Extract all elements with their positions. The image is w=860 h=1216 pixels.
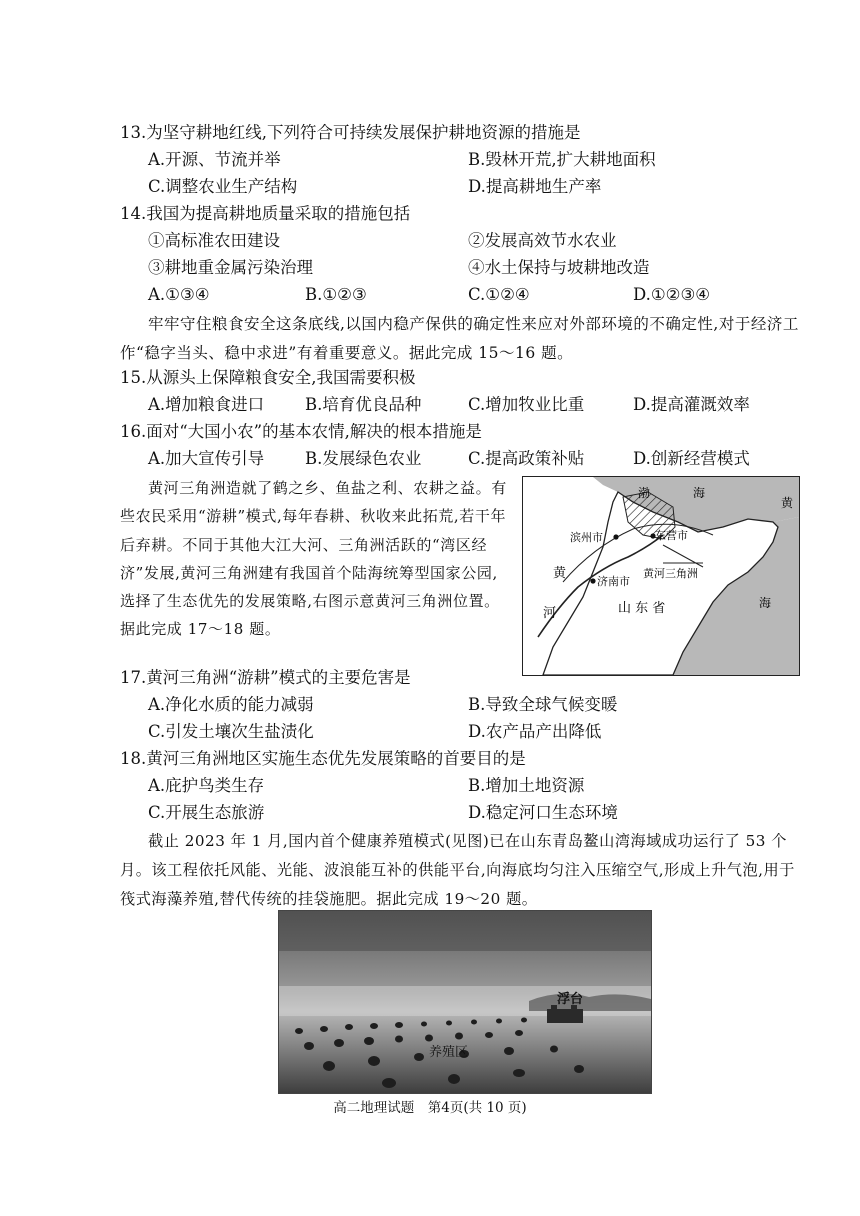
q14-option-b: B.①②③ [305, 285, 367, 304]
q15-option-d: D.提高灌溉效率 [633, 395, 750, 414]
q16-option-d: D.创新经营模式 [633, 449, 750, 468]
q14-statement-2: ②发展高效节水农业 [468, 231, 617, 250]
aquaculture-photo [278, 910, 652, 1094]
q17-option-a: A.净化水质的能力减弱 [148, 695, 314, 714]
q18-option-a: A.庇护鸟类生存 [148, 776, 265, 795]
map-label-huang: 黄 [781, 496, 794, 510]
q15-option-a: A.增加粮食进口 [148, 395, 265, 414]
map-label-binzhou: 滨州市 [570, 531, 603, 544]
q17-option-c: C.引发土壤次生盐渍化 [148, 722, 314, 741]
map-label-bohai-2: 海 [693, 486, 706, 500]
intro-19-20: 截止 2023 年 1 月,国内首个健康养殖模式(见图)已在山东青岛鳌山湾海域成功运行了 53 个月。该工程依托风能、光能、波浪能互补的供能平台,向海底均匀注入压缩空气,形成上升气泡,用于筏式海藻养殖,替代传统的挂袋施肥。据此完成 19～20 题。 [120, 832, 795, 908]
photo-label-platform: 浮台 [557, 992, 584, 1007]
q17-stem: 17.黄河三角洲“游耕”模式的主要危害是 [120, 668, 411, 687]
q14-stem: 14.我国为提高耕地质量采取的措施包括 [120, 204, 411, 223]
q18-option-c: C.开展生态旅游 [148, 803, 265, 822]
q13-option-c: C.调整农业生产结构 [148, 177, 298, 196]
q18-option-d: D.稳定河口生态环境 [468, 803, 618, 822]
q13-stem: 13.为坚守耕地红线,下列符合可持续发展保护耕地资源的措施是 [120, 123, 581, 142]
q14-option-c: C.①②④ [468, 285, 530, 304]
q13-option-b: B.毁林开荒,扩大耕地面积 [468, 150, 656, 169]
intro-15-16: 牢牢守住粮食安全这条底线,以国内稳产保供的确定性来应对外部环境的不确定性,对于经济工作“稳字当头、稳中求进”有着重要意义。据此完成 15～16 题。 [120, 315, 799, 362]
q14-statement-1: ①高标准农田建设 [148, 231, 280, 250]
q15-option-b: B.培育优良品种 [305, 395, 422, 414]
q14-option-a: A.①③④ [148, 285, 210, 304]
map-label-province: 山 东 省 [618, 601, 666, 616]
yellow-sea [673, 517, 799, 675]
q16-option-b: B.发展绿色农业 [305, 449, 422, 468]
yellow-river-delta-map [522, 476, 800, 676]
map-svg [523, 477, 799, 675]
photo-label-area: 养殖区 [429, 1045, 469, 1060]
map-label-delta: 黄河三角洲 [643, 567, 698, 580]
photo-svg [279, 911, 651, 1093]
map-label-dongying: 东营市 [655, 529, 688, 542]
q18-stem: 18.黄河三角洲地区实施生态优先发展策略的首要目的是 [120, 749, 526, 768]
binzhou-dot [613, 534, 618, 539]
map-label-river-2: 河 [543, 606, 557, 621]
q17-option-d: D.农产品产出降低 [468, 722, 602, 741]
q16-option-a: A.加大宣传引导 [148, 449, 265, 468]
q14-statement-4: ④水土保持与坡耕地改造 [468, 258, 650, 277]
q14-option-d: D.①②③④ [633, 285, 711, 304]
q18-option-b: B.增加土地资源 [468, 776, 585, 795]
q13-option-d: D.提高耕地生产率 [468, 177, 602, 196]
page-footer: 高二地理试题 第4页(共 10 页) [333, 1100, 527, 1116]
map-label-hai: 海 [759, 596, 772, 610]
q17-option-b: B.导致全球气候变暖 [468, 695, 618, 714]
map-label-river-1: 黄 [553, 566, 567, 581]
q16-option-c: C.提高政策补贴 [468, 449, 585, 468]
q13-option-a: A.开源、节流并举 [148, 150, 281, 169]
map-label-jinan: 济南市 [597, 575, 630, 588]
q14-statement-3: ③耕地重金属污染治理 [148, 258, 313, 277]
intro-17-18: 黄河三角洲造就了鹤之乡、鱼盐之利、农耕之益。有些农民采用“游耕”模式,每年春耕、秋收来此拓荒,若干年后弃耕。不同于其他大江大河、三角洲活跃的“湾区经济”发展,黄河三角洲建有我国首个陆海统筹型国家公园,选择了生态优先的发展策略,右图示意黄河三角洲位置。据此完成 17～18 题。 [120, 479, 507, 639]
q16-stem: 16.面对“大国小农”的基本农情,解决的根本措施是 [120, 422, 482, 441]
q15-option-c: C.增加牧业比重 [468, 395, 585, 414]
q15-stem: 15.从源头上保障粮食安全,我国需要积极 [120, 368, 416, 387]
jinan-dot [590, 578, 595, 583]
map-label-bohai-1: 渤 [638, 486, 651, 500]
